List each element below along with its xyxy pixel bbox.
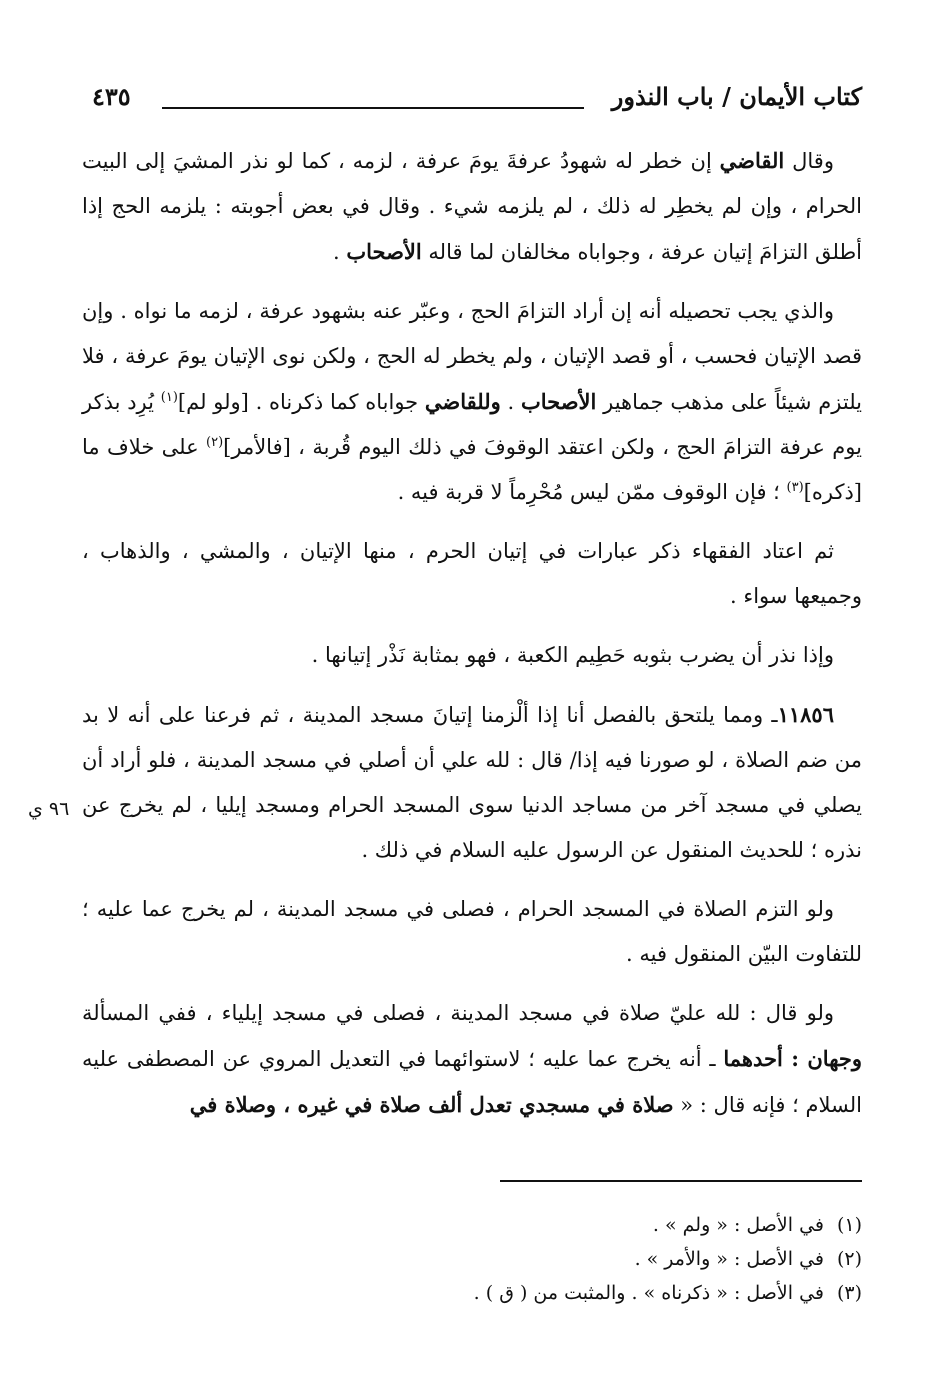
footnote-3 (300, 1276, 862, 1310)
text-run: . (500, 390, 521, 414)
text-run: . (333, 240, 347, 264)
hadith-quote: صلاة في مسجدي تعدل ألف صلاة في غيره ، وصلاة في (189, 1092, 674, 1117)
bold-term: وللقاضي (424, 389, 501, 414)
footnote-number: (٢) (836, 1248, 862, 1270)
text-run: على خلاف ما [ذكره] (82, 435, 862, 504)
footnote-number: (٣) (836, 1282, 862, 1304)
footnote-ref-1[interactable]: (١) (160, 390, 178, 405)
footnote-separator (500, 1180, 862, 1182)
footnote-2 (300, 1242, 862, 1276)
footnote-text: في الأصل : « والأمر » . (634, 1248, 824, 1270)
footnote-ref-2[interactable]: (٢) (206, 435, 224, 450)
bold-term: الأصحاب (346, 239, 422, 264)
footnote-ref-3[interactable]: (٣) (786, 480, 804, 495)
text-run: ـ أنه يخرج عما عليه ؛ لاستوائهما في التعديل المروي عن المصطفى عليه السلام ؛ فإنه قال : « (82, 1047, 862, 1117)
bold-term: الأصحاب (520, 389, 597, 414)
paragraph-6: ولو التزم الصلاة في المسجد الحرام ، فصلى في مسجد المدينة ، لم يخرج عما عليه ؛ للتفاوت البيّن المنقول فيه . (82, 897, 862, 966)
running-header (92, 82, 862, 122)
footnote-text: في الأصل : « ولم » . (652, 1214, 824, 1236)
text-run: وقال (784, 149, 834, 173)
text-run: والذي يجب تحصيله أنه إن أراد التزامَ الحج ، وعبّر عنه بشهود عرفة ، لزمه ما نواه . وإن قصد الإتيان فحسب ، أو قصد الإتيان ، ولم يخطر له الحج ، ولكن نوى الإتيان يومَ عرفة ، فلا يلتزم شيئاً على مذهب جماهير (82, 299, 862, 414)
footnote-text: في الأصل : « ذكرناه » . والمثبت من ( ق ) . (473, 1282, 824, 1304)
header-title: كتاب الأيمان / باب النذور (611, 82, 862, 111)
paragraph-2 (82, 289, 862, 515)
section-number: ١١٨٥٦ (777, 702, 834, 727)
margin-folio-note: ٩٦ ي (28, 798, 70, 820)
text-run: إن خطر له شهودُ عرفةَ يومَ عرفة ، لزمه ، كما لو نذر المشيَ إلى البيت الحرام ، وإن لم يخطِر له ذلك ، لم يلزمه شيء . وقال في بعض أجوبته : يلزمه الحج إذا أطلق التزامَ إتيان عرفة ، وجواباه مخالفان لما قاله (82, 149, 862, 264)
paragraph-4: وإذا نذر أن يضرب بثوبه حَطِيم الكعبة ، فهو بمثابة نَذْر إتيانها . (311, 643, 834, 667)
text-run: يُرِد بذكر يوم عرفة التزامَ الحج ، ولكن اعتقد الوقوفَ في ذلك اليوم قُربة ، [فالأمر] (82, 390, 862, 459)
paragraph-1 (82, 138, 862, 275)
text-run: جواباه كما ذكرناه . [ولو لم] (177, 390, 425, 414)
footnote-1 (300, 1208, 862, 1242)
bold-term: القاضي (719, 148, 785, 173)
footnotes (300, 1208, 862, 1310)
paragraph-3: ثم اعتاد الفقهاء ذكر عبارات في إتيان الحرم ، منها الإتيان ، والمشي ، والذهاب ، وجميعها سواء . (82, 539, 862, 608)
text-run: ولو قال : لله عليّ صلاة في مسجد المدينة ، فصلى في مسجد إيلياء ، ففي المسألة (82, 1001, 834, 1025)
footnote-number: (١) (836, 1214, 862, 1236)
main-text (82, 138, 862, 1142)
bold-term: وجهان : أحدهما (723, 1046, 863, 1071)
paragraph-5 (82, 692, 862, 873)
paragraph-7 (82, 991, 862, 1128)
text-run: ـ ومما يلتحق بالفصل أنا إذا ألْزمنا إتيانَ مسجد المدينة ، ثم فرعنا على أنه لا بد من ضم الصلاة ، لو صورنا فيه إذا/ قال : لله علي أن أصلي في مسجد المدينة ، فلو أراد أن يصلي في مسجد آخر من مساجد الدنيا سوى المسجد الحرام ومسجد إيليا ، لم يخرج عن نذره ؛ للحديث المنقول عن الرسول عليه السلام في ذلك . (82, 703, 862, 862)
text-run: ؛ فإن الوقوف ممّن ليس مُحْرِماً لا قربة فيه . (397, 480, 787, 504)
page-number: ٤٣٥ (92, 82, 131, 111)
header-rule (162, 107, 584, 109)
